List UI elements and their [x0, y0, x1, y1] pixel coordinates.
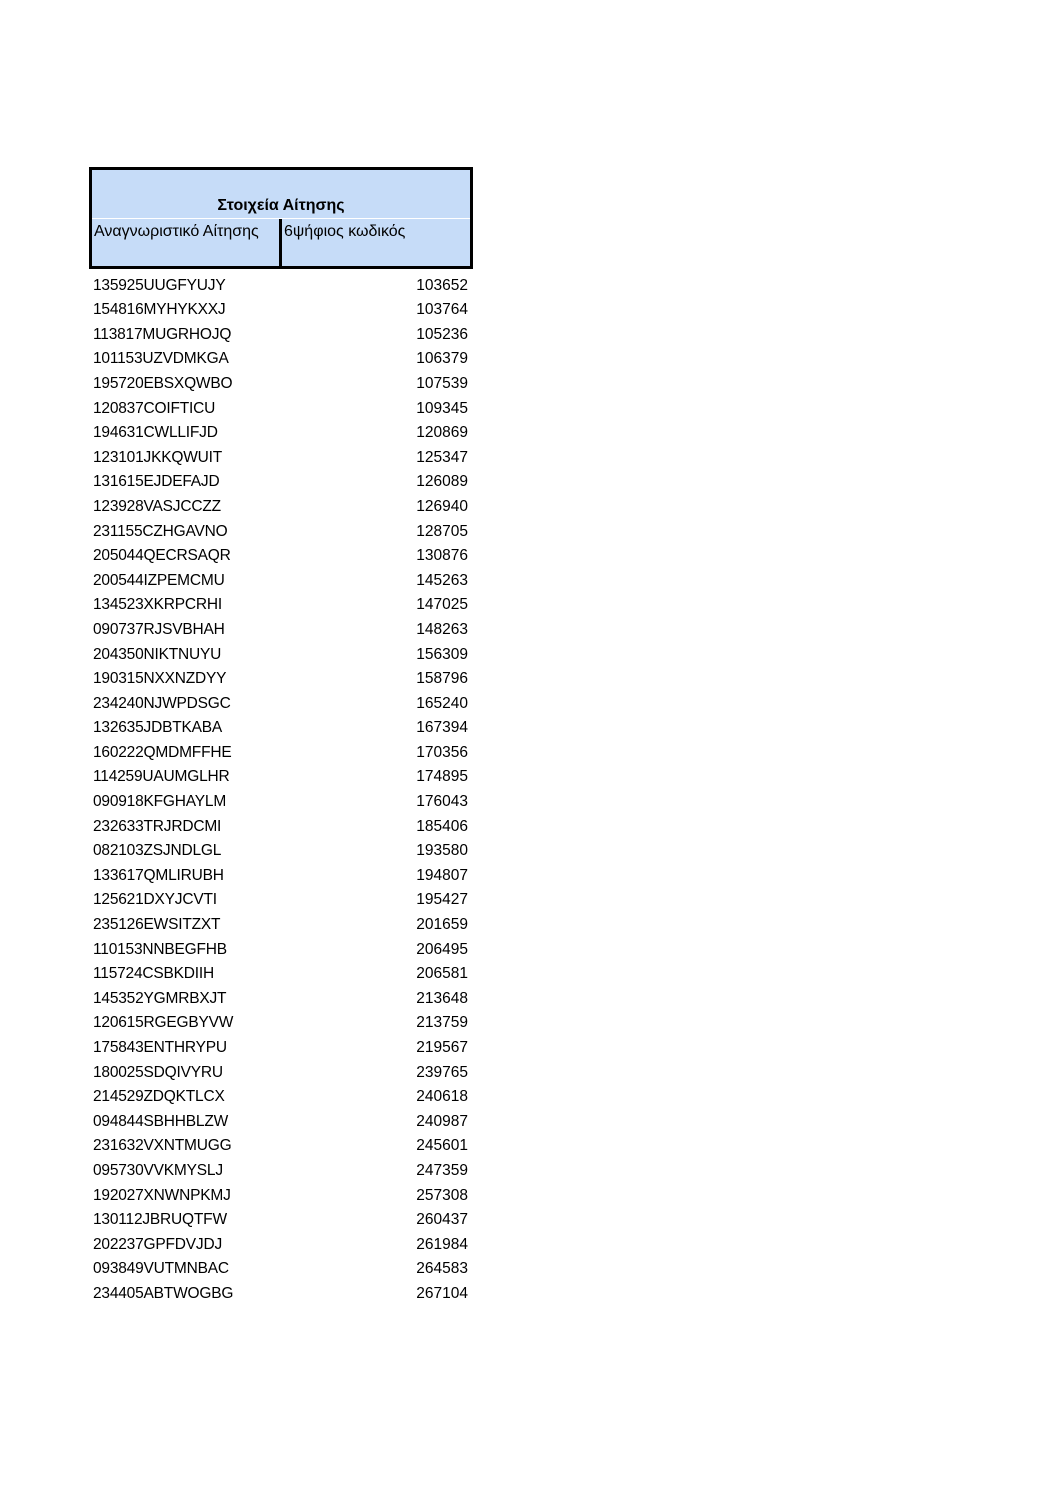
six-digit-code-cell: 107539 — [416, 374, 468, 392]
application-id-cell: 190315NXXNZDYY — [93, 670, 227, 688]
table-row — [89, 885, 473, 910]
table-row — [89, 639, 473, 664]
six-digit-code-cell: 126940 — [416, 497, 468, 515]
six-digit-code-cell: 167394 — [416, 719, 468, 737]
application-id-cell: 101153UZVDMKGA — [93, 350, 229, 368]
table-row — [89, 344, 473, 369]
application-id-cell: 192027XNWNPKMJ — [93, 1186, 231, 1204]
table-row — [89, 811, 473, 836]
table-row — [89, 393, 473, 418]
application-id-cell: 120615RGEGBYVW — [93, 1014, 234, 1032]
table-row — [89, 541, 473, 566]
table-row — [89, 737, 473, 762]
application-id-cell: 131615EJDEFAJD — [93, 473, 220, 491]
six-digit-code-cell: 257308 — [416, 1186, 468, 1204]
application-id-cell: 160222QMDMFFHE — [93, 743, 232, 761]
application-id-cell: 123928VASJCCZZ — [93, 497, 221, 515]
application-id-cell: 204350NIKTNUYU — [93, 645, 222, 663]
six-digit-code-cell: 185406 — [416, 817, 468, 835]
table-row — [89, 1155, 473, 1180]
six-digit-code-cell: 201659 — [416, 916, 468, 934]
table-row — [89, 418, 473, 443]
table-row — [89, 565, 473, 590]
six-digit-code-cell: 213648 — [416, 989, 468, 1007]
application-id-cell: 093849VUTMNBAC — [93, 1260, 229, 1278]
table-row — [89, 836, 473, 861]
table-row — [89, 688, 473, 713]
application-id-cell: 094844SBHHBLZW — [93, 1112, 229, 1130]
application-id-cell: 231155CZHGAVNO — [93, 522, 228, 540]
application-id-cell: 234240NJWPDSGC — [93, 694, 231, 712]
six-digit-code-cell: 158796 — [416, 670, 468, 688]
table-row — [89, 1229, 473, 1254]
six-digit-code-cell: 219567 — [416, 1039, 468, 1056]
application-id-cell: 214529ZDQKTLCX — [93, 1088, 225, 1106]
six-digit-code-cell: 106379 — [416, 350, 468, 368]
table-row — [89, 1106, 473, 1131]
six-digit-code-cell: 147025 — [416, 596, 468, 614]
group-title: Στοιχεία Αίτησης — [217, 197, 345, 214]
application-id-cell: 145352YGMRBXJT — [93, 989, 227, 1007]
six-digit-code-cell: 206495 — [416, 940, 468, 958]
six-digit-code-cell: 193580 — [416, 842, 468, 860]
six-digit-code-cell: 109345 — [416, 399, 468, 417]
six-digit-code-cell: 103652 — [416, 276, 468, 294]
six-digit-code-cell: 145263 — [416, 571, 468, 589]
table-body — [89, 270, 473, 1303]
table-row — [89, 467, 473, 492]
table-row — [89, 786, 473, 811]
six-digit-code-cell: 170356 — [416, 743, 468, 761]
six-digit-code-cell: 194807 — [416, 866, 468, 884]
six-digit-code-cell: 174895 — [416, 768, 468, 786]
six-digit-code-cell: 239765 — [416, 1063, 468, 1081]
table-row — [89, 1180, 473, 1205]
table-row — [89, 295, 473, 320]
application-id-cell: 125621DXYJCVTI — [93, 891, 217, 909]
table-row — [89, 1057, 473, 1082]
application-id-cell: 114259UAUMGLHR — [93, 768, 230, 786]
table-row — [89, 590, 473, 615]
six-digit-code-cell: 128705 — [416, 522, 468, 540]
application-id-cell: 205044QECRSAQR — [93, 547, 231, 565]
six-digit-code-cell: 105236 — [416, 325, 468, 343]
table-row — [89, 1008, 473, 1033]
application-id-cell: 133617QMLIRUBH — [93, 866, 224, 884]
six-digit-code-cell: 264583 — [416, 1260, 468, 1278]
table-row — [89, 909, 473, 934]
table-row — [89, 934, 473, 959]
table-row — [89, 1032, 473, 1057]
column-header-six-digit-code: 6ψήφιος κωδικός — [284, 223, 406, 240]
six-digit-code-cell: 195427 — [416, 891, 468, 909]
application-id-cell: 123101JKKQWUIT — [93, 448, 223, 466]
application-id-cell: 132635JDBTKABA — [93, 719, 223, 737]
table-row — [89, 1082, 473, 1107]
application-id-cell: 194631CWLLIFJD — [93, 424, 218, 442]
table-row — [89, 442, 473, 467]
table-row — [89, 516, 473, 541]
application-id-cell: 134523XKRPCRHI — [93, 596, 223, 614]
application-id-cell: 234405ABTWOGBG — [93, 1284, 234, 1302]
application-id-cell: 235126EWSITZXT — [93, 916, 221, 934]
six-digit-code-cell: 165240 — [416, 694, 468, 712]
table-row — [89, 860, 473, 885]
table-row — [89, 983, 473, 1008]
table-row — [89, 664, 473, 689]
six-digit-code-cell: 261984 — [416, 1235, 468, 1253]
column-header-row — [92, 218, 470, 266]
application-id-cell: 130112JBRUQTFW — [93, 1211, 227, 1229]
table-row — [89, 762, 473, 787]
table-row — [89, 368, 473, 393]
six-digit-code-cell: 206581 — [416, 965, 468, 983]
table-row — [89, 270, 473, 295]
table-row — [89, 1254, 473, 1279]
six-digit-code-cell: 130876 — [416, 547, 468, 565]
application-id-cell: 135925UUGFYUJY — [93, 276, 226, 294]
table-row — [89, 959, 473, 984]
six-digit-code-cell: 267104 — [416, 1284, 468, 1302]
application-id-cell: 082103ZSJNDLGL — [93, 842, 222, 860]
six-digit-code-cell: 247359 — [416, 1161, 468, 1179]
six-digit-code-cell: 156309 — [416, 645, 468, 663]
application-id-cell: 090918KFGHAYLM — [93, 793, 227, 811]
six-digit-code-cell: 120869 — [416, 424, 468, 442]
table-row — [89, 1131, 473, 1156]
column-header-application-id: Αναγνωριστικό Αίτησης — [92, 219, 282, 266]
table-header — [89, 167, 473, 269]
application-id-cell: 195720EBSXQWBO — [93, 374, 233, 392]
six-digit-code-cell: 240618 — [416, 1088, 468, 1106]
table-row — [89, 1205, 473, 1230]
application-id-cell: 154816MYHYKXXJ — [93, 301, 226, 319]
application-id-cell: 110153NNBEGFHB — [93, 940, 227, 958]
six-digit-code-cell: 103764 — [416, 301, 468, 319]
six-digit-code-cell: 245601 — [416, 1137, 468, 1155]
application-id-cell: 090737RJSVBHAH — [93, 620, 225, 638]
application-id-cell: 120837COIFTICU — [93, 399, 216, 417]
six-digit-code-cell: 125347 — [416, 448, 468, 466]
table-row — [89, 491, 473, 516]
six-digit-code-cell: 176043 — [416, 793, 468, 811]
six-digit-code-cell: 213759 — [416, 1014, 468, 1032]
table-row — [89, 319, 473, 344]
application-id-cell: 200544IZPEMCMU — [93, 571, 225, 589]
application-table — [89, 167, 473, 1303]
six-digit-code-cell: 126089 — [416, 473, 468, 491]
application-id-cell: 231632VXNTMUGG — [93, 1137, 232, 1155]
application-id-cell: 115724CSBKDIIH — [93, 965, 214, 983]
table-row — [89, 713, 473, 738]
application-id-cell: 180025SDQIVYRU — [93, 1063, 223, 1081]
application-id-cell: 202237GPFDVJDJ — [93, 1235, 223, 1253]
six-digit-code-cell: 240987 — [416, 1112, 468, 1130]
six-digit-code-cell: 260437 — [416, 1211, 468, 1229]
application-id-cell: 113817MUGRHOJQ — [93, 325, 232, 343]
table-row — [89, 1278, 473, 1303]
six-digit-code-cell: 148263 — [416, 620, 468, 638]
application-id-cell: 095730VVKMYSLJ — [93, 1161, 223, 1179]
table-row — [89, 614, 473, 639]
application-id-cell: 175843ENTHRYPU — [93, 1039, 227, 1056]
application-id-cell: 232633TRJRDCMI — [93, 817, 222, 835]
